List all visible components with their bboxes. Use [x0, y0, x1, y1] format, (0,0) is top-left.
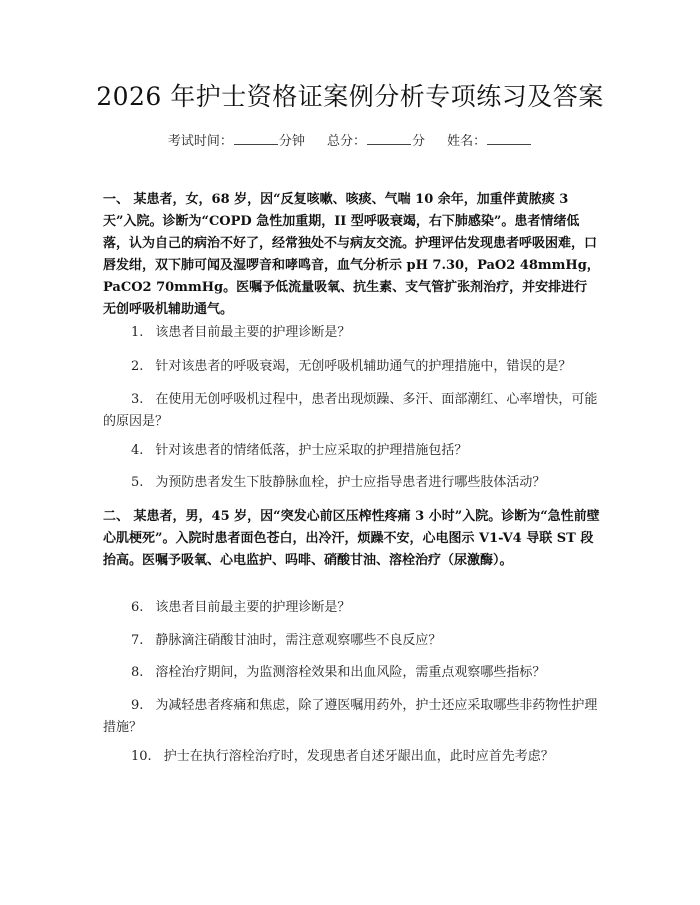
- question-number: 1.: [131, 325, 144, 340]
- question-number: 2.: [131, 359, 144, 374]
- case-section-2: 二、 某患者，男，45 岁，因“突发心前区压榨性疼痛 3 小时”入院。诊断为“急性前壁心肌梗死”。入院时患者面色苍白，出冷汗，烦躁不安，心电图示 V1-V4 导联 ST 段抬高。医嘱予吸氧、心电监护、吗啡、硝酸甘油、溶栓治疗（尿激酶）。: [103, 509, 600, 568]
- total-score-field: [327, 134, 429, 149]
- question-item: [103, 472, 600, 494]
- question-number: 7.: [131, 633, 144, 648]
- question-number: 4.: [131, 443, 144, 458]
- total-score-unit: 分: [412, 134, 426, 149]
- question-item: [103, 630, 600, 652]
- name-field: [447, 134, 532, 149]
- question-text: 针对该患者的情绪低落，护士应采取的护理措施包括？: [155, 443, 468, 458]
- name-blank[interactable]: [487, 131, 531, 145]
- question-text: 护士在执行溶栓治疗时，发现患者自述牙龈出血，此时应首先考虑？: [163, 749, 554, 764]
- question-text: 在使用无创呼吸机过程中，患者出现烦躁、多汗、面部潮红、心率增快，可能的原因是？: [103, 392, 598, 429]
- question-text: 为预防患者发生下肢静脉血栓，护士应指导患者进行哪些肢体活动？: [155, 475, 546, 490]
- question-text: 溶栓治疗期间，为监测溶栓效果和出血风险，需重点观察哪些指标？: [155, 665, 546, 680]
- question-number: 5.: [131, 475, 144, 490]
- question-number: 3.: [131, 392, 144, 407]
- question-number: 10.: [131, 749, 152, 764]
- question-item: [103, 695, 600, 739]
- case-section-1: 一、 某患者，女，68 岁，因“反复咳嗽、咳痰、气喘 10 余年，加重伴黄脓痰 3 天”入院。诊断为“COPD 急性加重期，II 型呼吸衰竭，右下肺感染”。患者情绪低落，认为自己的病治不好了，经常独处不与病友交流。护理评估发现患者呼吸困难，口唇发绀，双下肺可闻及湿啰音和哮鸣音，血气分析示 pH 7.30，PaO2 48mmHg，PaCO2 70mmHg。医嘱予低流量吸氧、抗生素、支气管扩张剂治疗，并安排进行无创呼吸机辅助通气。: [103, 192, 600, 317]
- question-item: [103, 356, 600, 378]
- question-item: [103, 597, 600, 619]
- question-text: 静脉滴注硝酸甘油时，需注意观察哪些不良反应？: [155, 633, 442, 648]
- question-item: [103, 389, 600, 433]
- exam-meta-line: [0, 131, 700, 152]
- question-text: 该患者目前最主要的护理诊断是？: [155, 325, 351, 340]
- exam-time-blank[interactable]: [234, 131, 278, 145]
- question-item: [103, 746, 600, 768]
- question-item: [103, 322, 600, 344]
- question-number: 8.: [131, 665, 144, 680]
- question-item: [103, 662, 600, 684]
- exam-time-field: [168, 134, 309, 149]
- question-number: 6.: [131, 600, 144, 615]
- exam-time-label: 考试时间：: [167, 134, 233, 149]
- page-title: 2026 年护士资格证案例分析专项练习及答案: [96, 82, 604, 111]
- question-text: 该患者目前最主要的护理诊断是？: [155, 600, 351, 615]
- total-score-blank[interactable]: [367, 131, 411, 145]
- question-text: 为减轻患者疼痛和焦虑，除了遵医嘱用药外，护士还应采取哪些非药物性护理措施？: [103, 698, 598, 735]
- question-text: 针对该患者的呼吸衰竭，无创呼吸机辅助通气的护理措施中，错误的是？: [155, 359, 572, 374]
- question-item: [103, 440, 600, 462]
- question-number: 9.: [131, 698, 144, 713]
- name-label: 姓名：: [447, 134, 487, 149]
- total-score-label: 总分：: [326, 134, 366, 149]
- exam-time-unit: 分钟: [278, 134, 305, 149]
